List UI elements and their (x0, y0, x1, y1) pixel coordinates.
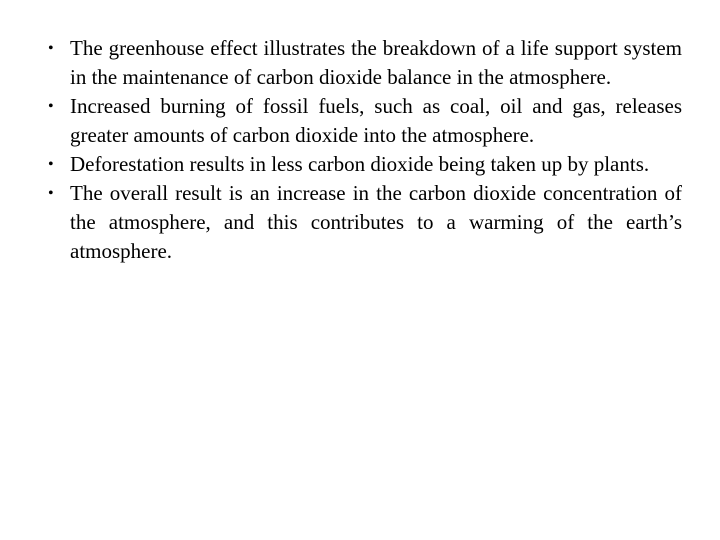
bullet-icon: • (48, 40, 54, 57)
bullet-text: The overall result is an increase in the carbon dioxide concentration of the atmosphere, and this contributes to a warming of the earth’s atmosphere. (70, 181, 682, 263)
bullet-item-overall-result (48, 179, 682, 266)
bullet-item-fossil-fuels (48, 92, 682, 150)
bullet-list (48, 34, 682, 266)
bullet-icon: • (48, 185, 54, 202)
bullet-text: Increased burning of fossil fuels, such as coal, oil and gas, releases greater amounts of carbon dioxide into the atmosphere. (70, 94, 682, 147)
bullet-icon: • (48, 156, 54, 173)
bullet-text: The greenhouse effect illustrates the breakdown of a life support system in the maintenance of carbon dioxide balance in the atmosphere. (70, 36, 682, 89)
bullet-item-greenhouse-effect (48, 34, 682, 92)
bullet-icon: • (48, 98, 54, 115)
bullet-text: Deforestation results in less carbon dioxide being taken up by plants. (70, 152, 650, 176)
bullet-item-deforestation (48, 150, 682, 179)
